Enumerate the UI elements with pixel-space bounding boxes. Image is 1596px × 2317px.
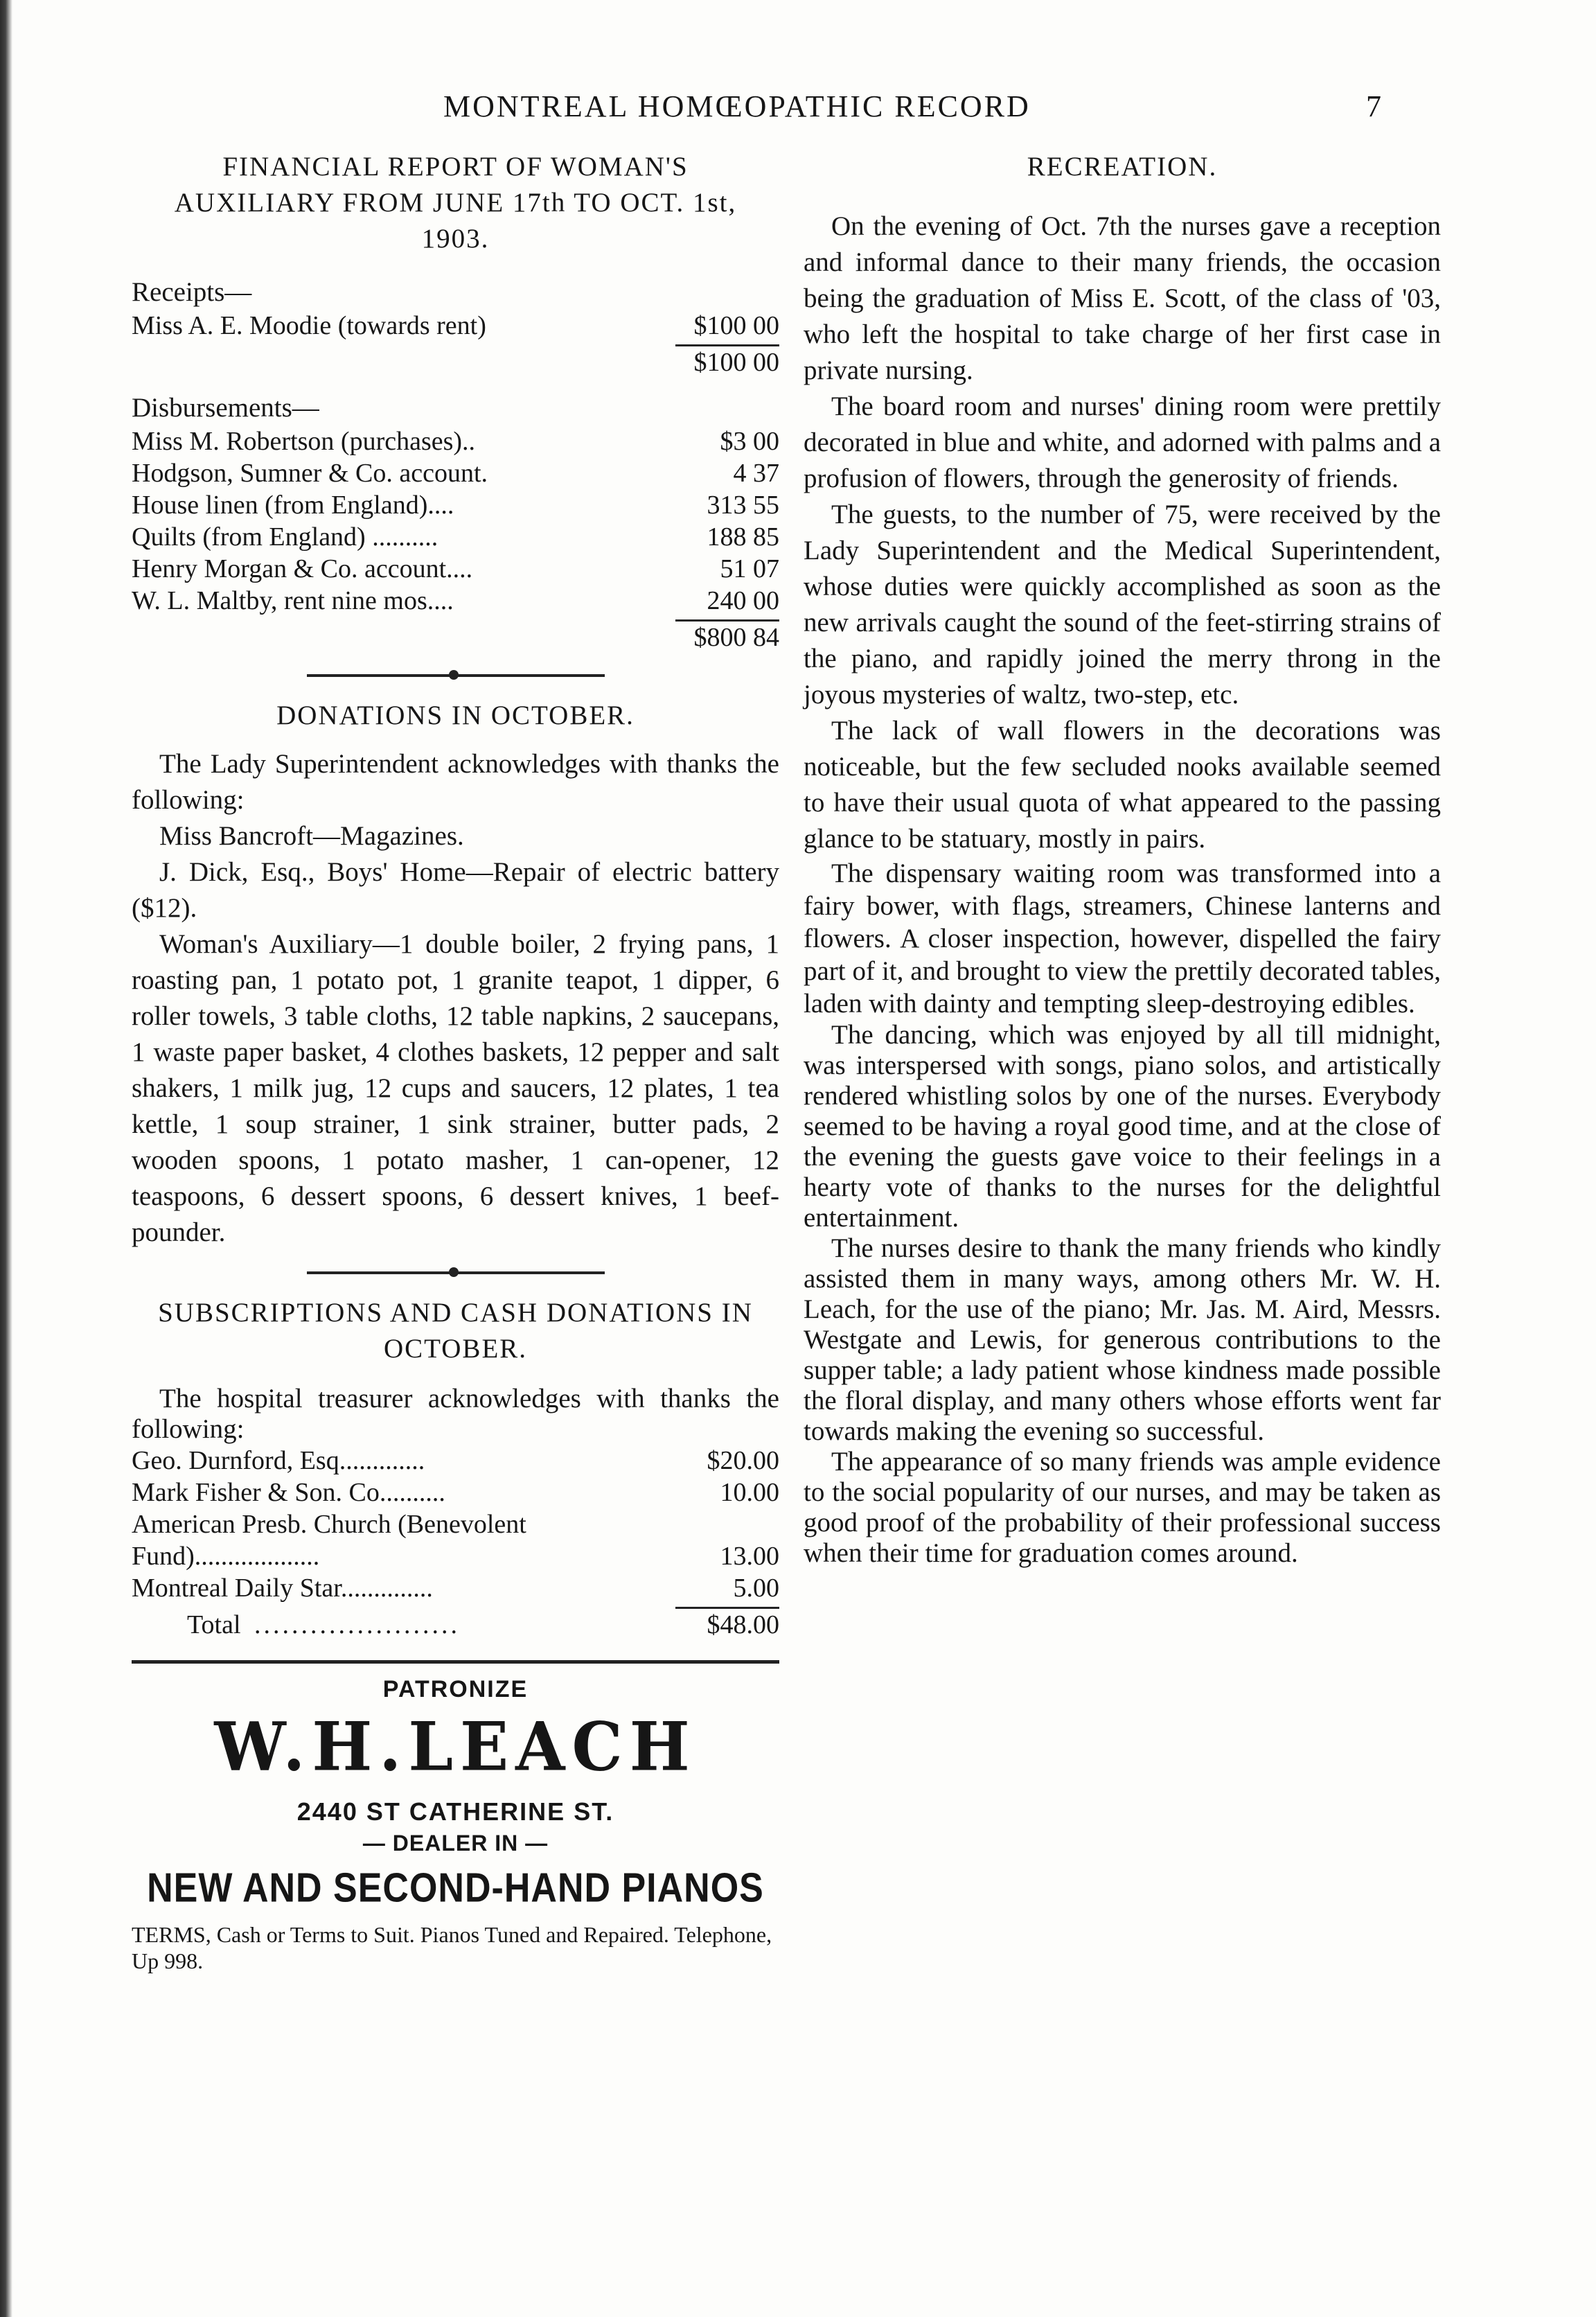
disbursement-entry (132, 457, 779, 489)
subscription-entry (132, 1572, 779, 1604)
ad-product: NEW AND SECOND-HAND PIANOS (147, 1865, 764, 1912)
disbursement-name: Quilts (from England) .......... (132, 522, 438, 552)
receipt-amount: $100 00 (693, 311, 779, 340)
left-column (132, 149, 779, 1974)
donations-intro: The Lady Superintendent acknowledges with thanks the following: (132, 749, 779, 815)
subscription-entry (132, 1508, 779, 1572)
disbursement-name: W. L. Maltby, rent nine mos.... (132, 586, 454, 615)
recreation-paragraph: On the evening of Oct. 7th the nurses gave a reception and informal dance to their many friends, the occasion being the graduation of Miss E. Scott, of the class of '03, who left the hospital to take charge of her first case in private nursing. (804, 211, 1441, 385)
disbursement-name: Miss M. Robertson (purchases).. (132, 427, 476, 456)
subscriber-name: Montreal Daily Star.............. (132, 1574, 433, 1603)
scanned-page-edge (0, 0, 12, 2317)
donation-item: Miss Bancroft—Magazines. (159, 821, 464, 851)
total-leaders: ...................... (254, 1610, 461, 1639)
disbursement-amount: 313 55 (707, 491, 779, 520)
disbursement-entry (132, 585, 779, 617)
divider-dot (449, 1267, 459, 1277)
donations-section (132, 698, 779, 1251)
section-divider (307, 1271, 605, 1274)
disbursement-entry (132, 425, 779, 457)
donation-item: J. Dick, Esq., Boys' Home—Repair of electric battery ($12). (132, 857, 779, 923)
subscriber-name: American Presb. Church (Benevolent Fund)................... (132, 1510, 526, 1571)
receipt-entry (132, 310, 779, 342)
disbursement-amount: 4 37 (733, 459, 779, 488)
ad-brand: W.H.LEACH (214, 1707, 697, 1786)
disbursement-amount: 240 00 (707, 586, 779, 615)
right-column (804, 149, 1441, 1569)
disbursement-amount: 188 85 (707, 522, 779, 552)
subscriptions-intro: The hospital treasurer acknowledges with thanks the following: (132, 1384, 779, 1444)
donation-item: Woman's Auxiliary—1 double boiler, 2 frying pans, 1 roasting pan, 1 potato pot, 1 granite teapot, 1 dipper, 6 roller towels, 3 table cloths, 12 table napkins, 2 saucepans, 1 waste paper basket, 4 clothes baskets, 12 pepper and salt shakers, 1 milk jug, 12 cups and saucers, 12 plates, 1 tea kettle, 1 soup strainer, 1 sink strainer, butter pads, 2 wooden spoons, 1 potato masher, 1 can-opener, 12 teaspoons, 6 dessert spoons, 6 dessert knives, 1 beef-pounder. (132, 929, 779, 1247)
disbursement-name: House linen (from England).... (132, 491, 454, 520)
running-title: MONTREAL HOMŒOPATHIC RECORD (443, 89, 1031, 123)
subscription-entry (132, 1445, 779, 1477)
recreation-paragraph: The nurses desire to thank the many friends who kindly assisted them in many ways, among others Mr. W. H. Leach, for the use of the piano; Mr. Jas. M. Aird, Messrs. Westgate and Lewis, for generous contributions to the supper table; a lady patient whose kindness made possible the floral display, and many others whose efforts went far towards making the evening so successful. (804, 1233, 1441, 1446)
subscription-amount: 13.00 (720, 1542, 779, 1571)
ad-top-rule (132, 1660, 779, 1664)
subscriptions-total (132, 1609, 779, 1641)
disbursement-name: Hodgson, Sumner & Co. account. (132, 459, 488, 488)
receipts-total-amount: $100 00 (693, 348, 779, 377)
recreation-paragraph: The guests, to the number of 75, were received by the Lady Superintendent and the Medical Superintendent, whose duties were quickly accomplished as soon as the new arrivals caught the sound of the feet-stirring strains of the piano, and rapidly joined the merry throng in the joyous mysteries of waltz, two-step, etc. (804, 500, 1441, 710)
recreation-paragraph: The lack of wall flowers in the decorations was noticeable, but the few secluded nooks available seemed to have their usual quota of what appeared to the passing glance to be statuary, mostly in pairs. (804, 716, 1441, 854)
subscriptions-list (132, 1445, 779, 1641)
total-amount: $48.00 (707, 1610, 779, 1639)
receipt-name: Miss A. E. Moodie (towards rent) (132, 311, 486, 340)
subscriptions-title: SUBSCRIPTIONS AND CASH DONATIONS IN OCTOBER. (158, 1298, 753, 1364)
subscription-entry (132, 1477, 779, 1508)
ad-patronize: PATRONIZE (382, 1676, 529, 1702)
subscriptions-section (132, 1295, 779, 1641)
disbursements-total (132, 622, 779, 653)
disbursement-entry (132, 489, 779, 521)
recreation-title: RECREATION. (1027, 152, 1218, 182)
disbursement-entry (132, 553, 779, 585)
section-divider (307, 674, 605, 677)
disbursement-amount: 51 07 (720, 554, 779, 583)
recreation-paragraph: The appearance of so many friends was ample evidence to the social popularity of our nurses, and may be taken as good proof of the probability of their professional success when their time for graduation comes around. (804, 1447, 1441, 1568)
financial-report (132, 149, 779, 653)
disbursements-label: Disbursements— (132, 393, 319, 423)
disbursements-list (132, 425, 779, 617)
disbursements-total-amount: $800 84 (693, 623, 779, 652)
ad-address: 2440 ST CATHERINE ST. (296, 1797, 614, 1826)
total-label: Total (187, 1610, 241, 1639)
ad-terms: TERMS, Cash or Terms to Suit. Pianos Tuned and Repaired. Telephone, Up 998. (132, 1922, 772, 1973)
disbursement-entry (132, 521, 779, 553)
divider-dot (449, 670, 459, 680)
page-number: 7 (1366, 89, 1381, 123)
ad-dealer: — DEALER IN — (362, 1831, 549, 1856)
recreation-paragraph: The dispensary waiting room was transformed into a fairy bower, with flags, streamers, Chinese lanterns and flowers. A closer inspection, however, dispelled the fairy part of it, and brought to view the prettily decorated tables, laden with dainty and tempting sleep-destroying edibles. (804, 858, 1441, 1019)
receipts-total (132, 346, 779, 378)
recreation-paragraph: The dancing, which was enjoyed by all till midnight, was interspersed with songs, piano solos, and artistically rendered whistling solos by one of the nurses. Everybody seemed to be having a royal good time, and at the close of the evening the guests gave voice to their feelings in a hearty vote of thanks to the nurses for the delightful entertainment. (804, 1020, 1441, 1233)
subscription-amount: 5.00 (733, 1574, 779, 1603)
subscription-amount: $20.00 (707, 1446, 779, 1475)
subscription-amount: 10.00 (720, 1478, 779, 1507)
recreation-paragraph: The board room and nurses' dining room were prettily decorated in blue and white, and adorned with palms and a profusion of flowers, through the generosity of friends. (804, 391, 1441, 493)
subscriber-name: Mark Fisher & Son. Co.......... (132, 1478, 445, 1507)
disbursement-amount: $3 00 (720, 427, 779, 456)
financial-report-title: FINANCIAL REPORT OF WOMAN'S AUXILIARY FROM JUNE 17th TO OCT. 1st, 1903. (174, 152, 737, 254)
donations-title: DONATIONS IN OCTOBER. (276, 701, 635, 730)
subscriber-name: Geo. Durnford, Esq............. (132, 1446, 425, 1475)
leach-advertisement (132, 1676, 779, 1974)
receipts-label: Receipts— (132, 277, 252, 307)
disbursement-name: Henry Morgan & Co. account.... (132, 554, 473, 583)
